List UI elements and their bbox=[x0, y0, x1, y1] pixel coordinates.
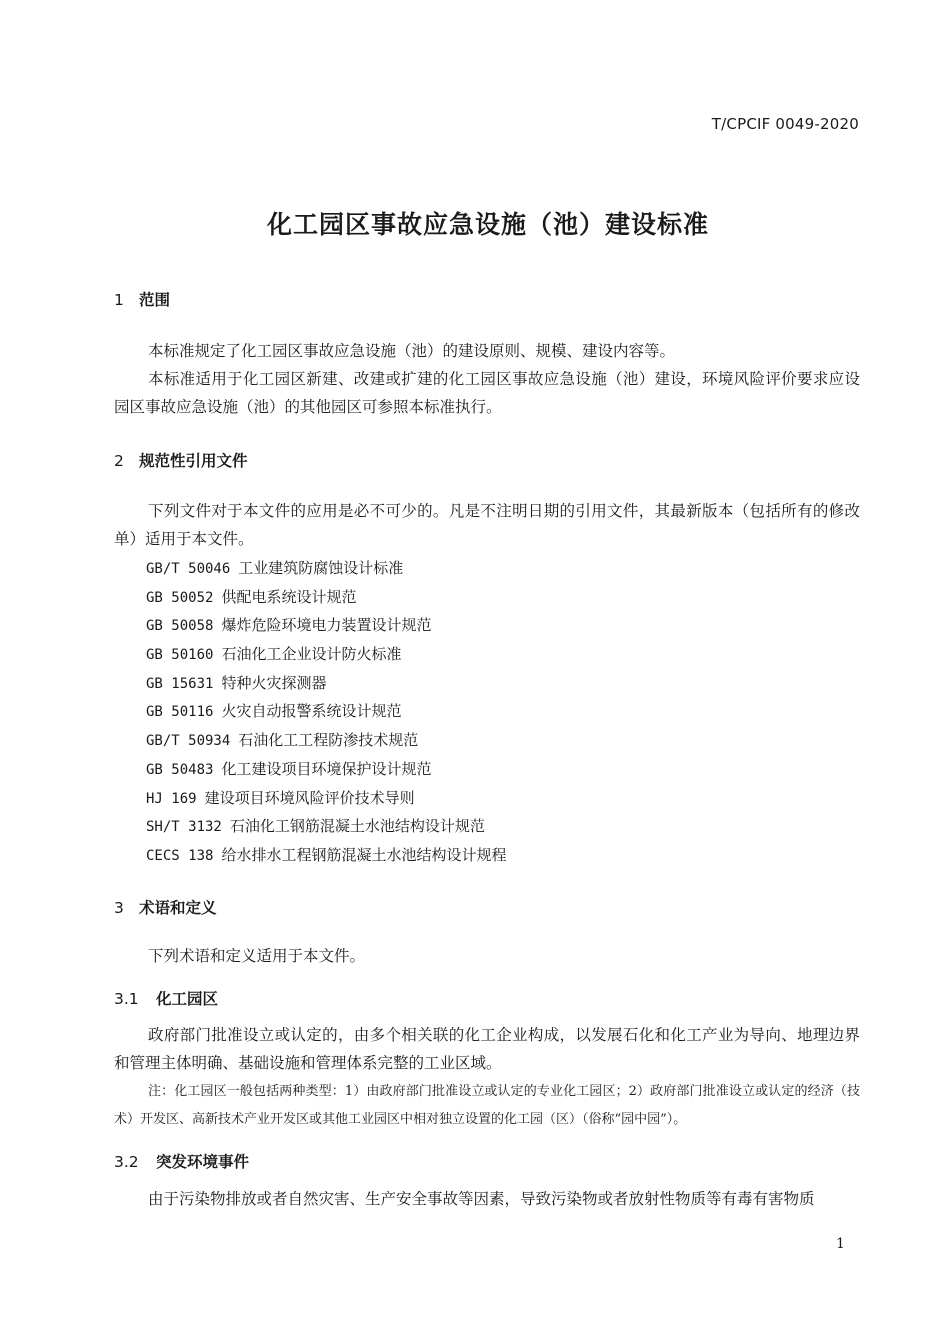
reference-item bbox=[146, 726, 506, 755]
term-title: 化工园区 bbox=[156, 990, 219, 1008]
reference-name: 供配电系统设计规范 bbox=[221, 587, 357, 606]
reference-item bbox=[146, 841, 506, 870]
reference-item bbox=[146, 640, 506, 669]
term-number: 3.1 bbox=[114, 990, 139, 1008]
term-definition: 由于污染物排放或者自然灾害、生产安全事故等因素，导致污染物或者放射性物质等有毒有害物质 bbox=[148, 1190, 815, 1208]
section-number: 2 bbox=[114, 452, 124, 470]
section-number: 1 bbox=[114, 291, 124, 309]
section-heading-terms bbox=[114, 896, 217, 918]
page-number: 1 bbox=[836, 1236, 845, 1252]
section-number: 3 bbox=[114, 899, 124, 917]
section-heading-scope bbox=[114, 288, 170, 310]
reference-item bbox=[146, 755, 506, 784]
reference-name: 特种火灾探测器 bbox=[221, 673, 327, 692]
terms-intro: 下列术语和定义适用于本文件。 bbox=[148, 947, 366, 965]
reference-code: GB 50058 bbox=[146, 618, 214, 635]
reference-list bbox=[146, 554, 506, 870]
reference-item bbox=[146, 697, 506, 726]
term-number: 3.2 bbox=[114, 1153, 139, 1171]
reference-item bbox=[146, 554, 506, 583]
reference-name: 火灾自动报警系统设计规范 bbox=[221, 702, 402, 721]
document-title: 化工园区事故应急设施（池）建设标准 bbox=[266, 210, 709, 239]
reference-name: 化工建设项目环境保护设计规范 bbox=[221, 759, 432, 778]
term-heading-environmental-incident bbox=[114, 1150, 249, 1172]
reference-name: 爆炸危险环境电力装置设计规范 bbox=[221, 616, 432, 635]
term-title: 突发环境事件 bbox=[156, 1153, 250, 1171]
section-title: 术语和定义 bbox=[139, 899, 217, 917]
reference-code: CECS 138 bbox=[146, 847, 214, 864]
reference-name: 建设项目环境风险评价技术导则 bbox=[204, 788, 415, 807]
reference-code: HJ 169 bbox=[146, 790, 197, 807]
reference-code: GB 50052 bbox=[146, 589, 214, 606]
reference-name: 给水排水工程钢筋混凝土水池结构设计规程 bbox=[221, 845, 507, 864]
references-intro: 下列文件对于本文件的应用是必不可少的。凡是不注明日期的引用文件，其最新版本（包括所有的修改单）适用于本文件。 bbox=[114, 502, 860, 548]
reference-name: 石油化工钢筋混凝土水池结构设计规范 bbox=[229, 817, 485, 836]
term-heading-chemical-park bbox=[114, 987, 218, 1009]
scope-paragraph-1: 本标准规定了化工园区事故应急设施（池）的建设原则、规模、建设内容等。 bbox=[148, 342, 676, 360]
reference-code: SH/T 3132 bbox=[146, 819, 222, 836]
reference-code: GB 50160 bbox=[146, 647, 214, 664]
reference-item bbox=[146, 812, 506, 841]
section-title: 规范性引用文件 bbox=[139, 452, 248, 470]
reference-code: GB/T 50934 bbox=[146, 733, 231, 750]
section-heading-references bbox=[114, 449, 248, 471]
reference-name: 石油化工企业设计防火标准 bbox=[221, 645, 402, 664]
section-title: 范围 bbox=[139, 291, 171, 309]
reference-item bbox=[146, 611, 506, 640]
term-note: 注：化工园区一般包括两种类型：1）由政府部门批准设立或认定的专业化工园区；2）政府部门批准设立或认定的经济（技术）开发区、高新技术产业开发区或其他工业园区中相对独立设置的化工园（区）（俗称“园中园”）。 bbox=[114, 1084, 860, 1127]
reference-code: GB 50483 bbox=[146, 761, 214, 778]
term-definition: 政府部门批准设立或认定的，由多个相关联的化工企业构成，以发展石化和化工产业为导向、地理边界和管理主体明确、基础设施和管理体系完整的工业区域。 bbox=[114, 1026, 860, 1072]
scope-paragraph-2: 本标准适用于化工园区新建、改建或扩建的化工园区事故应急设施（池）建设，环境风险评价要求应设园区事故应急设施（池）的其他园区可参照本标准执行。 bbox=[114, 370, 860, 416]
reference-item bbox=[146, 784, 506, 813]
reference-code: GB/T 50046 bbox=[146, 561, 231, 577]
reference-item bbox=[146, 669, 506, 698]
reference-code: GB 15631 bbox=[146, 675, 214, 692]
reference-item bbox=[146, 583, 506, 612]
reference-name: 石油化工工程防渗技术规范 bbox=[238, 731, 419, 750]
standard-code: T/CPCIF 0049-2020 bbox=[711, 115, 859, 133]
reference-name: 工业建筑防腐蚀设计标准 bbox=[238, 559, 404, 577]
reference-code: GB 50116 bbox=[146, 704, 214, 721]
